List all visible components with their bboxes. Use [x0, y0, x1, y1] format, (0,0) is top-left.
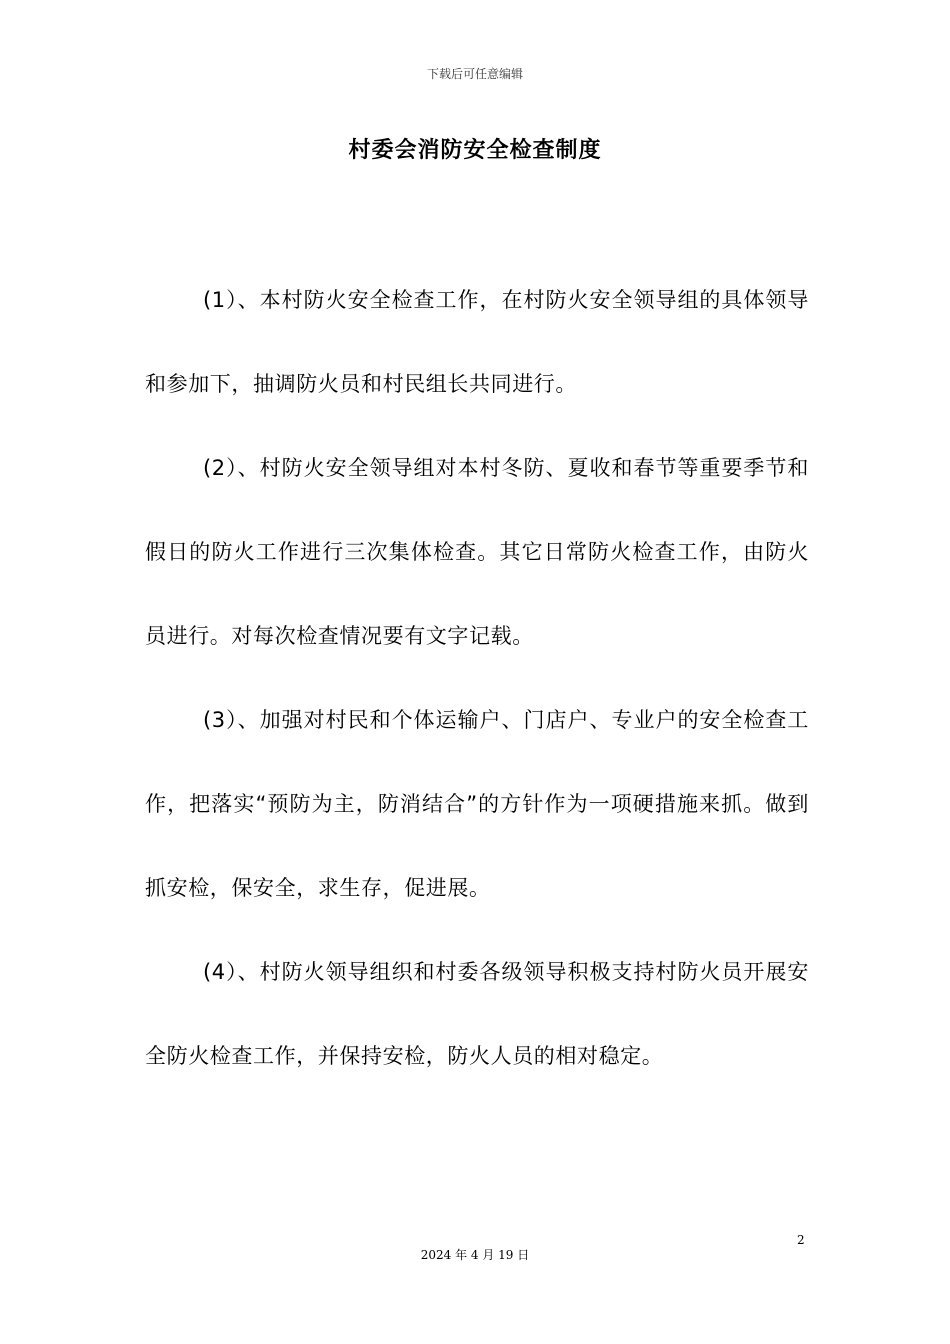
document-title: 村委会消防安全检查制度: [348, 138, 602, 163]
paragraph-2: (2）、村防火安全领导组对本村冬防、夏收和春节等重要季节和假日的防火工作进行三次集体检查。其它日常防火检查工作，由防火员进行。对每次检查情况要有文字记载。: [145, 456, 809, 648]
paragraph-4: (4）、村防火领导组织和村委各级领导积极支持村防火员开展安全防火检查工作，并保持安检，防火人员的相对稳定。: [145, 960, 809, 1068]
document-body: [145, 258, 809, 1098]
footer-date: 2024 年 4 月 19 日: [420, 1248, 530, 1262]
paragraph-1: (1）、本村防火安全检查工作，在村防火安全领导组的具体领导和参加下，抽调防火员和村民组长共同进行。: [145, 288, 809, 396]
page-number: 2: [797, 1233, 805, 1247]
paragraph-3: (3）、加强对村民和个体运输户、门店户、专业户的安全检查工作，把落实“预防为主，防消结合”的方针作为一项硬措施来抓。做到抓安检，保安全，求生存，促进展。: [145, 708, 809, 900]
header-note: 下载后可任意编辑: [426, 67, 523, 81]
